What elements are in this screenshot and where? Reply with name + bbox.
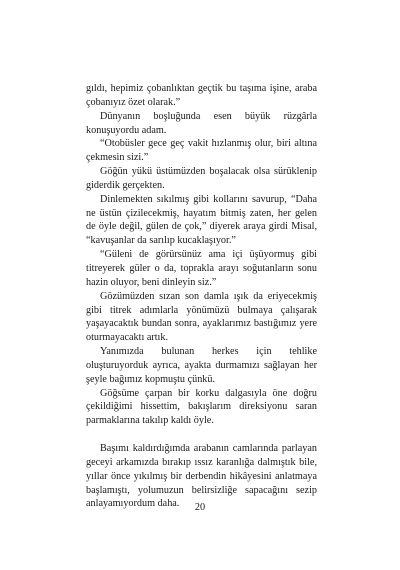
paragraph-3: “Otobüsler gece geç vakit hızlanmış olur, biri altına çekmesin sizi.” (86, 138, 317, 164)
paragraph-5: Dinlemekten sıkılmış gibi kollarını savurup, “Daha ne üstün çizilecekmiş, hayatım bitmiş zaten, her gelen de öyle değil, gülen de çok,” diyerek araya girdi Misal, “kavuşanlar da sarılıp kucaklaşıyor.” (86, 193, 317, 247)
paragraph-6: “Güleni de görürsünüz ama içi üşüyormuş gibi titreyerek güler o da, toprakla arayı soğutanların sonu hazin oluyor, beni dinleyin siz.” (86, 249, 317, 288)
body-text (86, 82, 317, 511)
paragraph-10: Başımı kaldırdığımda arabanın camlarında parlayan geceyi arkamızda bırakıp ıssız karanlığa dalmıştık bile, yıllar önce yıkılmış bir derbendin hikâyesini anlatmaya başlamıştı, yolumuzun belirsizliğe sapacağını sezip anlayamıyordum daha. (86, 443, 317, 510)
paragraph-2: Dünyanın boşluğunda esen büyük rüzgârla konuşuyordu adam. (86, 110, 317, 136)
paragraph-8: Yanımızda bulunan herkes için tehlike oluşturuyorduk ayrıca, ayakta durmamızı sağlayan her şeyle bağımız kopmuştu çünkü. (86, 346, 317, 385)
paragraph-7: Gözümüzden sızan son damla ışık da eriyecekmiş gibi titrek adımlarla yönümüzü bulmaya çalışarak yaşayacaktık bundan sonra, ayaklarımız bastığımız yere oturmayacaktı artık. (86, 290, 317, 344)
paragraph-4: Göğün yükü üstümüzden boşalacak olsa sürüklenip giderdik gerçekten. (86, 166, 317, 191)
paragraph-9: Göğsüme çarpan bir korku dalgasıyla öne doğru çekildiğimi hissettim, bakışlarım direksiyonu saran parmaklarına takılıp kaldı öyle. (86, 387, 317, 427)
page-number: 20 (194, 502, 206, 513)
paragraph-1: gıldı, hepimiz çobanlıktan geçtik bu taşıma işine, araba çobanıyız özet olarak.” (86, 83, 317, 108)
